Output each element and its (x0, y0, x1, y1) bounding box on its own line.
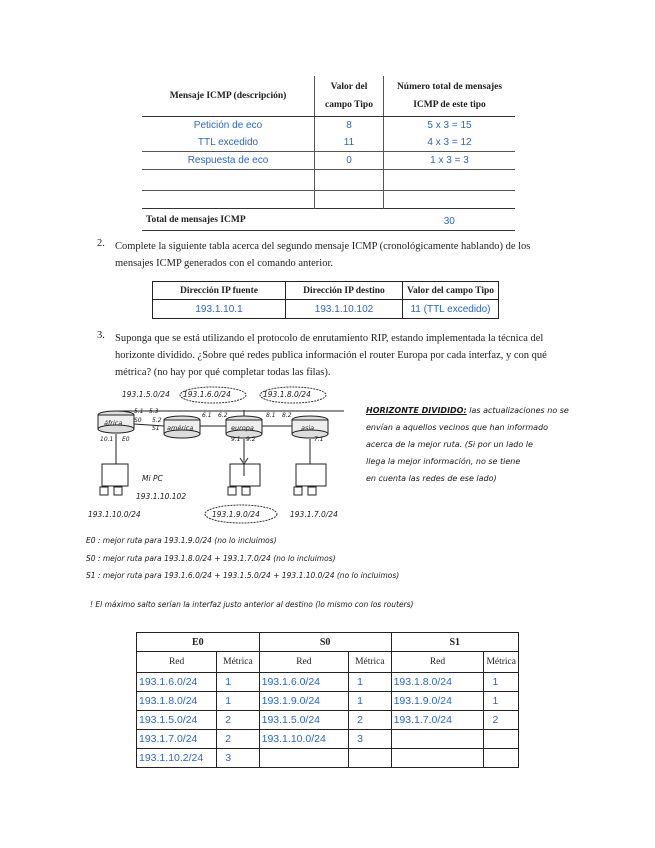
e0-reasoning: E0 : mejor ruta para 193.1.9.0/24 (no lo incluimos) (86, 536, 277, 545)
cell-count: 1 x 3 = 3 (384, 152, 516, 170)
iface-label: 5.3 (149, 408, 159, 415)
header-src: Dirección IP fuente (153, 282, 286, 300)
note-line: envían a aquellos vecinos que han informado (366, 423, 549, 432)
cell-red: 193.1.5.0/24 (259, 711, 349, 730)
table-row-empty (142, 170, 515, 191)
cell-metrica: 1 (484, 673, 519, 692)
net-label: 193.1.5.0/24 (122, 390, 170, 399)
question-line: métrica? (no hay por qué completar todas las filas). (115, 367, 331, 378)
cell-metrica: 1 (217, 692, 259, 711)
split-horizon-note (366, 402, 606, 487)
s1-reasoning: S1 : mejor ruta para 193.1.6.0/24 + 193.1.5.0/24 + 193.1.10.0/24 (no lo incluimos) (86, 571, 400, 580)
iface-label: 10.1 (100, 436, 114, 443)
question-line: horizonte dividido. ¿Sobre qué redes publica información el router Europa por cada interfaz, y con qué (115, 350, 547, 361)
s0-reasoning: S0 : mejor ruta para 193.1.8.0/24 + 193.1.7.0/24 (no lo incluimos) (86, 554, 336, 563)
iface-label: 5.2 (152, 417, 162, 424)
group-s1: S1 (391, 633, 518, 652)
cell-metrica: 1 (484, 692, 519, 711)
cell-metrica (484, 749, 519, 768)
table-row (137, 711, 519, 730)
network-sketch (86, 384, 608, 612)
table-row-empty (142, 191, 515, 209)
cell-count: 4 x 3 = 12 (384, 134, 516, 152)
cell-red: 193.1.10.2/24 (137, 749, 217, 768)
group-s0: S0 (259, 633, 391, 652)
total-row (142, 209, 515, 231)
router-label: áfrica (104, 419, 123, 427)
table-header-row (153, 282, 499, 300)
cell-red (259, 749, 349, 768)
cell-metrica: 1 (349, 673, 391, 692)
cell-metrica: 2 (349, 711, 391, 730)
cell-type: 0 (315, 152, 384, 170)
router-label: europa (231, 424, 254, 432)
second-icmp-table (152, 281, 499, 319)
cell-red: 193.1.7.0/24 (137, 730, 217, 749)
cell-empty (142, 170, 315, 191)
cell-desc: Petición de eco (142, 117, 315, 135)
iface-label: 6.1 (202, 412, 212, 419)
note-line: las actualizaciones no se (469, 406, 569, 415)
cell-red (391, 749, 484, 768)
table-row (137, 730, 519, 749)
iface-label: 6.2 (218, 412, 228, 419)
cell-type: 11 (315, 134, 384, 152)
header-metrica: Métrica (349, 652, 391, 673)
cell-red: 193.1.8.0/24 (137, 692, 217, 711)
header-type: Valor del campo Tipo (315, 76, 384, 117)
iface-label: 5.1 (134, 408, 144, 415)
cell-red: 193.1.8.0/24 (391, 673, 484, 692)
cell-type: 11 (TTL excedido) (403, 300, 499, 319)
group-e0: E0 (137, 633, 260, 652)
cell-metrica (484, 730, 519, 749)
cell-count: 5 x 3 = 15 (427, 120, 472, 131)
header-metrica: Métrica (217, 652, 259, 673)
cell-empty (384, 170, 516, 191)
question-2-text (115, 238, 585, 272)
table-body (137, 673, 519, 768)
note-title: HORIZONTE DIVIDIDO: (366, 406, 467, 415)
note-line: acerca de la mejor ruta. (Si por un lado le (366, 440, 533, 449)
cell-red: 193.1.9.0/24 (259, 692, 349, 711)
header-metrica: Métrica (484, 652, 519, 673)
header-count: Número total de mensajes ICMP de este tipo (384, 76, 516, 117)
question-number: 2. (97, 238, 105, 249)
cell-red: 193.1.6.0/24 (137, 673, 217, 692)
iface-label: 7.1 (314, 436, 324, 443)
icmp-summary-table (142, 76, 515, 231)
iface-label: 8.2 (282, 412, 292, 419)
router-label: américa (167, 424, 194, 432)
pc-label: Mi PC (142, 474, 163, 483)
cell-metrica: 1 (217, 673, 259, 692)
cell-empty (315, 191, 384, 209)
cell-metrica: 2 (484, 711, 519, 730)
iface-label: S1 (152, 425, 160, 432)
total-label: Total de mensajes ICMP (142, 209, 384, 231)
cell-red: 193.1.7.0/24 (391, 711, 484, 730)
header-desc: Mensaje ICMP (descripción) (142, 76, 315, 117)
net-label: 193.1.7.0/24 (290, 510, 338, 519)
iface-label: 9.1 (231, 436, 241, 443)
iface-label: E0 (122, 436, 130, 443)
pc-ip-label: 193.1.10.102 (136, 492, 187, 501)
total-value: 30 (384, 209, 516, 231)
iface-label: S0 (134, 417, 142, 424)
header-dst: Dirección IP destino (286, 282, 403, 300)
iface-label: 8.1 (266, 412, 276, 419)
cell-red: 193.1.10.0/24 (259, 730, 349, 749)
net-label: 193.1.8.0/24 (263, 390, 311, 399)
table-row (142, 117, 515, 135)
table-group-row (137, 633, 519, 652)
cell-empty (315, 170, 384, 191)
cell-red: 193.1.5.0/24 (137, 711, 217, 730)
table-row (142, 134, 515, 152)
cell-dst: 193.1.10.102 (286, 300, 403, 319)
header-red: Red (137, 652, 217, 673)
cell-red (391, 730, 484, 749)
question-3-text (115, 330, 585, 381)
net-label: 193.1.6.0/24 (183, 390, 231, 399)
cell-empty (142, 191, 315, 209)
note-line: en cuenta las redes de ese lado) (366, 474, 497, 483)
cell-metrica: 3 (217, 749, 259, 768)
pc-icon (100, 487, 316, 495)
question-number: 3. (97, 330, 105, 341)
cell-type: 8 (315, 117, 384, 135)
table-row (142, 152, 515, 170)
cell-desc: TTL excedido (142, 134, 315, 152)
rip-routing-table (136, 632, 519, 768)
table-row (137, 692, 519, 711)
table-header-row (142, 76, 515, 117)
cell-metrica: 3 (349, 730, 391, 749)
cell-src: 193.1.10.1 (153, 300, 286, 319)
iface-label: 9.2 (246, 436, 256, 443)
net-label: 193.1.9.0/24 (212, 510, 260, 519)
cell-metrica (349, 749, 391, 768)
header-type: Valor del campo Tipo (403, 282, 499, 300)
cell-empty (384, 191, 516, 209)
table-row (137, 749, 519, 768)
table-row (137, 673, 519, 692)
cell-red: 193.1.6.0/24 (259, 673, 349, 692)
header-red: Red (391, 652, 484, 673)
header-red: Red (259, 652, 349, 673)
table-header-row (137, 652, 519, 673)
router-label: asia (301, 424, 315, 432)
cell-desc: Respuesta de eco (142, 152, 315, 170)
cell-metrica: 2 (217, 711, 259, 730)
question-line: Suponga que se está utilizando el protocolo de enrutamiento RIP, estando implementada la técnica del (115, 333, 544, 344)
table-row (153, 300, 499, 319)
cell-metrica: 2 (217, 730, 259, 749)
question-line: mensajes ICMP generados con el comando anterior. (115, 258, 334, 269)
net-label: 193.1.10.0/24 (88, 510, 141, 519)
question-line: Complete la siguiente tabla acerca del segundo mensaje ICMP (cronológicamente hablando) de los (115, 241, 531, 252)
cell-red: 193.1.9.0/24 (391, 692, 484, 711)
cell-metrica: 1 (349, 692, 391, 711)
note-line: llega la mejor información, no se tiene (366, 457, 521, 466)
hop-note: ! El máximo salto serían la interfaz justo anterior al destino (lo mismo con los routers) (90, 600, 414, 609)
